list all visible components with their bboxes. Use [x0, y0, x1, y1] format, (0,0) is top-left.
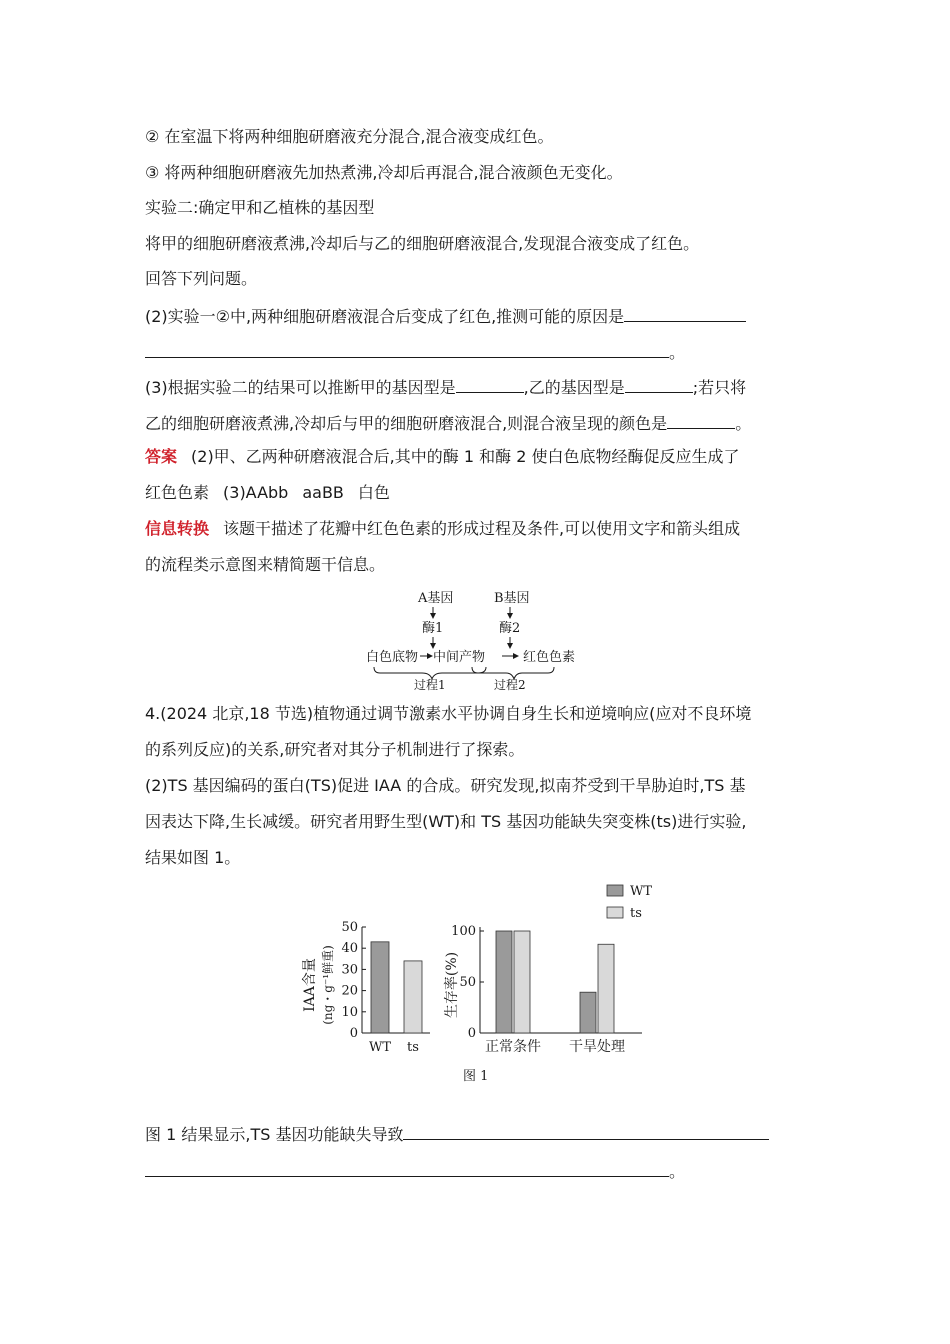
answer-q3-label: (3)AAbb [223, 483, 289, 502]
experiment2-description: 将甲的细胞研磨液煮沸,冷却后与乙的细胞研磨液混合,发现混合液变成了红色。 [145, 234, 700, 253]
answer-blank[interactable] [624, 305, 746, 322]
flow-diagram [360, 585, 600, 695]
figure-1 [280, 875, 680, 1090]
chart2-y-tick-label: 0 [467, 1026, 476, 1041]
legend-label-ts: ts [630, 906, 642, 921]
answer-blank[interactable] [145, 341, 669, 358]
intermediate-label: 中间产物 [433, 650, 486, 665]
chart2-bar-wt-0 [496, 931, 512, 1033]
process1-label: 过程1 [414, 678, 446, 692]
answer-text2: 红色色素 [145, 483, 210, 502]
experiment2-heading: 实验二:确定甲和乙植株的基因型 [145, 198, 375, 217]
chart1-y-tick-label: 40 [341, 941, 358, 957]
answer-line1 [145, 447, 739, 467]
question-4-sub2-line2: 因表达下降,生长减缓。研究者用野生型(WT)和 TS 基因功能缺失突变株(ts)进行实验, [145, 812, 747, 831]
chart2-bar-ts-0 [514, 931, 530, 1033]
info-line2: 的流程类示意图来精简题干信息。 [145, 555, 386, 574]
question-prompt: 回答下列问题。 [145, 269, 258, 288]
chart1-y-tick-label: 20 [341, 983, 358, 999]
info-text1: 该题干描述了花瓣中红色色素的形成过程及条件,可以使用文字和箭头组成 [223, 519, 741, 538]
answer-blank[interactable] [456, 376, 524, 393]
question-3 [145, 376, 746, 398]
final-question-text: 图 1 结果显示,TS 基因功能缺失导致 [145, 1125, 404, 1144]
chart1-bar-ts [404, 961, 422, 1033]
chart1-y-tick-label: 30 [341, 962, 358, 978]
chart1-x-tick-label: ts [407, 1040, 419, 1055]
answer-blank[interactable] [625, 376, 693, 393]
question-3-part3: ;若只将 [692, 378, 747, 397]
answer-q3-b: aaBB [302, 483, 344, 502]
experiment1-step2: ② 在室温下将两种细胞研磨液充分混合,混合液变成红色。 [145, 127, 554, 146]
question-4-line2: 的系列反应)的关系,研究者对其分子机制进行了探索。 [145, 740, 525, 759]
question-3-line2-text: 乙的细胞研磨液煮沸,冷却后与甲的细胞研磨液混合,则混合液呈现的颜色是 [145, 414, 668, 433]
chart2-x-tick-label: 正常条件 [485, 1039, 541, 1055]
process2-label: 过程2 [494, 678, 526, 692]
info-label: 信息转换 [145, 519, 210, 538]
gene-a-label: A基因 [418, 591, 454, 606]
substrate-label: 白色底物 [366, 650, 419, 665]
question-4-line1: 4.(2024 北京,18 节选)植物通过调节激素水平协调自身生长和逆境响应(应对不良环境 [145, 704, 752, 723]
legend-swatch-wt [607, 885, 623, 896]
question-2-line2 [145, 341, 685, 363]
answer-line2 [145, 483, 390, 503]
chart-iaa-content [341, 920, 430, 1055]
chart2-y-tick-label: 100 [451, 924, 476, 939]
chart2-bar-ts-1 [598, 944, 614, 1033]
gene-b-label: B基因 [494, 591, 530, 606]
chart1-ylabel-unit: (ng・g⁻¹鲜重) [321, 945, 335, 1025]
legend-swatch-ts [607, 907, 623, 918]
answer-text1: (2)甲、乙两种研磨液混合后,其中的酶 1 和酶 2 使白色底物经酶促反应生成了 [191, 447, 740, 466]
answer-blank[interactable] [403, 1123, 769, 1140]
answer-blank[interactable] [145, 1160, 669, 1177]
final-question [145, 1123, 769, 1145]
chart2-bar-wt-1 [580, 992, 596, 1033]
answer-q3-c: 白色 [357, 483, 390, 502]
question-4-sub2-line1: (2)TS 基因编码的蛋白(TS)促进 IAA 的合成。研究发现,拟南芥受到干旱胁迫时,TS 基 [145, 776, 746, 795]
final-question-line2 [145, 1160, 685, 1182]
final-question-end: 。 [669, 1162, 686, 1181]
chart2-y-tick-label: 50 [459, 975, 476, 990]
answer-label: 答案 [145, 447, 178, 466]
info-line1 [145, 519, 740, 539]
chart2-x-tick-label: 干旱处理 [569, 1039, 625, 1055]
chart1-y-tick-label: 0 [349, 1026, 358, 1041]
question-3-end: 。 [735, 414, 752, 433]
question-2 [145, 305, 746, 327]
enzyme2-label: 酶2 [499, 621, 521, 636]
chart1-y-tick-label: 50 [341, 920, 358, 935]
legend-label-wt: WT [630, 884, 653, 899]
chart2-ylabel: 生存率(%) [444, 951, 460, 1019]
enzyme1-label: 酶1 [422, 621, 444, 636]
question-2-end: 。 [669, 343, 686, 362]
question-3-line2 [145, 412, 751, 434]
question-3-part1: (3)根据实验二的结果可以推断甲的基因型是 [145, 378, 456, 397]
question-2-text: (2)实验一②中,两种细胞研磨液混合后变成了红色,推测可能的原因是 [145, 307, 625, 326]
figure-caption: 图 1 [463, 1069, 489, 1084]
answer-blank[interactable] [667, 412, 735, 429]
question-3-part2: ,乙的基因型是 [523, 378, 625, 397]
experiment1-step3: ③ 将两种细胞研磨液先加热煮沸,冷却后再混合,混合液颜色无变化。 [145, 163, 623, 182]
chart-survival-rate [451, 924, 642, 1055]
product-label: 红色色素 [523, 650, 576, 665]
chart1-ylabel-main: IAA含量 [302, 958, 318, 1012]
chart1-bar-wt [371, 942, 389, 1033]
question-4-sub2-line3: 结果如图 1。 [145, 848, 241, 867]
chart1-y-tick-label: 10 [341, 1004, 358, 1020]
chart1-x-tick-label: WT [368, 1040, 392, 1055]
